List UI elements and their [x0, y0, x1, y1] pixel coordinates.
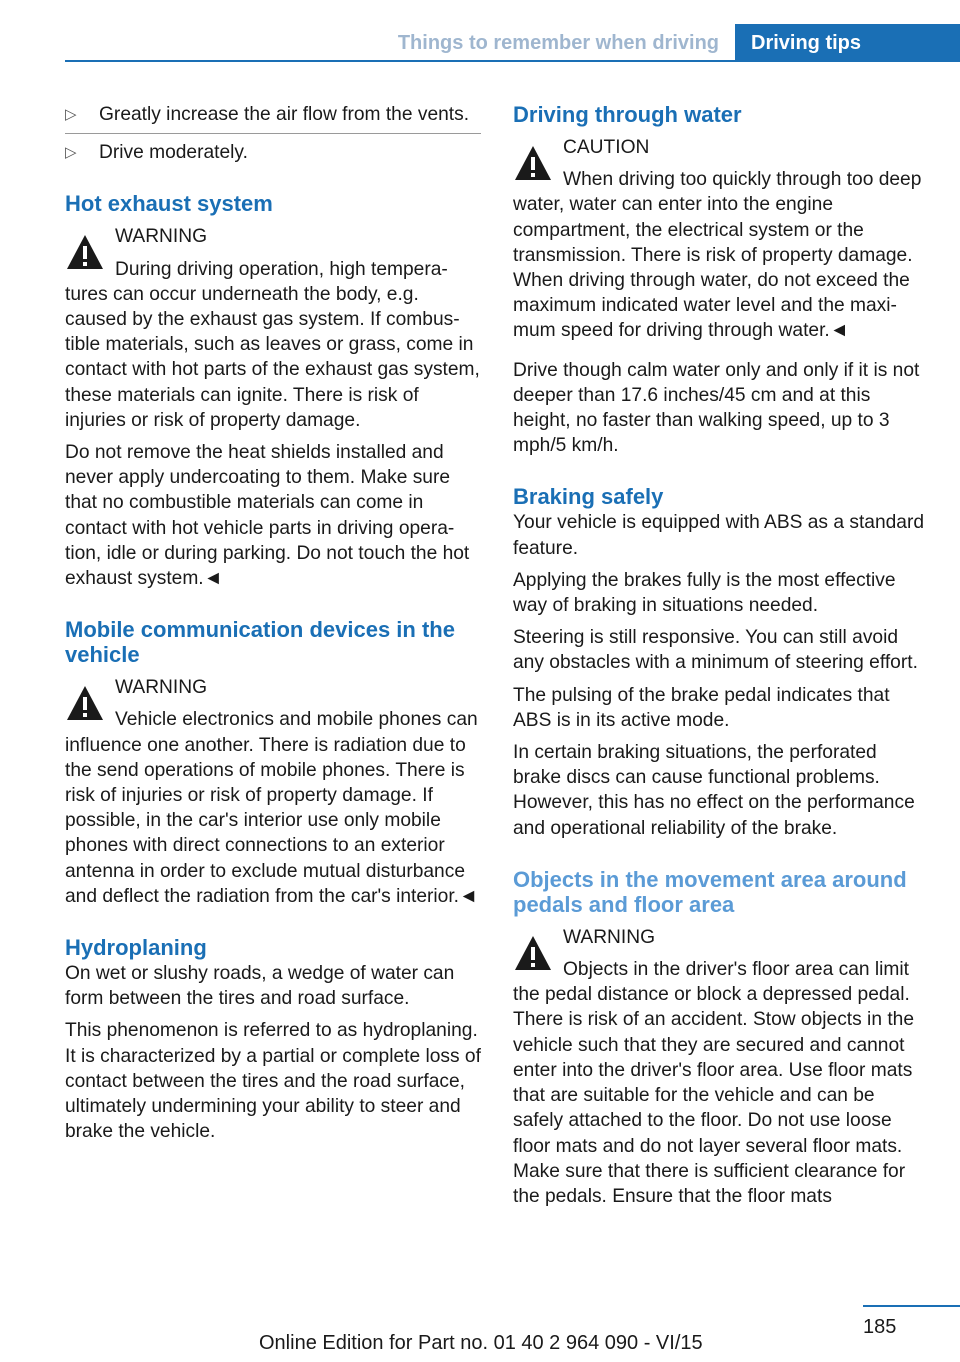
warning-triangle-icon — [65, 683, 105, 723]
caution-block — [513, 135, 929, 344]
caution-label: CAUTION — [563, 137, 650, 158]
warning-text: Objects in the driver's floor area can limit the pedal distance or block a depressed pedal. There is risk of an accident. Stow objects in the vehicle such that they are secured and cannot enter into the driver's floor area. Use floor mats that are suitable for the vehicle and can be safely attached to the floor. Do not use loose floor mats and do not layer several floor mats. Make sure that there is sufficient clearance for the pedals. Ensure that the floor mats — [513, 959, 914, 1207]
paragraph: The pulsing of the brake pedal indicates that ABS is in its active mode. — [513, 684, 890, 731]
section-title: Things to remember when driving — [397, 32, 719, 54]
warning-block — [65, 675, 481, 909]
footer-rule — [863, 1305, 960, 1307]
chapter-tab: Driving tips — [735, 24, 960, 62]
warning-block — [513, 925, 929, 1209]
warning-text: During driving operation, high temperatures can occur underneath the body, e.g. caused by the exhaust gas system. If combustible materials, such as leaves or grass, come in contact with hot parts of the exhaust gas system, these materials can ignite. There is risk of injuries or risk of property damage. — [65, 258, 480, 431]
heading-hydroplaning: Hydroplaning — [65, 935, 207, 961]
paragraph: Drive though calm water only and only if it is not deeper than 17.6 inches/45 cm and at this height, no faster than walking speed, up to 3 mph/5 km/h. — [513, 359, 920, 457]
warning-label: WARNING — [563, 926, 656, 948]
paragraph: In certain braking situations, the perforated brake discs can cause functional problems. However, this has no effect on the performance and operational reliability of the brake. — [513, 742, 915, 839]
paragraph: Applying the brakes fully is the most effective way of braking in situations needed. — [513, 569, 896, 617]
heading-objects-pedals: Objects in the movement area around pedals and floor area — [513, 866, 907, 917]
paragraph: Do not remove the heat shields installed and never apply undercoating to them. Make sure that no combustible materials can come in contact with hot vehicle parts in driving operation, idle or during parking. Do not touch the hot exhaust system.◄ — [65, 442, 470, 590]
heading-mobile-devices: Mobile communication devices in the vehicle — [65, 617, 455, 668]
warning-triangle-icon — [65, 232, 105, 272]
heading-hot-exhaust: Hot exhaust system — [65, 191, 273, 217]
paragraph: This phenomenon is referred to as hydroplaning. It is characterized by a partial or complete loss of contact between the tires and the road surface, ultimately undermining your ability to steer and brake the vehicle. — [65, 1020, 481, 1143]
page-header — [65, 24, 960, 62]
warning-label: WARNING — [115, 677, 208, 699]
warning-triangle-icon — [513, 933, 553, 973]
list-item — [65, 102, 481, 134]
paragraph: Steering is still responsive. You can still avoid any obstacles with a minimum of steering effort. — [513, 627, 918, 674]
list-item-text: Greatly increase the air flow from the vents. — [99, 104, 470, 125]
right-column — [513, 102, 929, 1216]
edition-text: Online Edition for Part no. 01 40 2 964 090 - VI/15 — [259, 1332, 703, 1354]
warning-block — [65, 224, 481, 433]
bullet-triangle-icon: ▷ — [65, 106, 77, 123]
list-item-text: Drive moderately. — [99, 142, 248, 164]
paragraph: Your vehicle is equipped with ABS as a standard feature. — [513, 512, 925, 559]
left-column — [65, 102, 481, 1152]
paragraph: On wet or slushy roads, a wedge of water can form between the tires and road surface. — [65, 963, 455, 1010]
heading-driving-through-water: Driving through water — [513, 102, 742, 127]
warning-label: WARNING — [115, 226, 208, 248]
bullet-triangle-icon: ▷ — [65, 144, 77, 162]
list-item — [65, 140, 481, 165]
page-number: 185 — [863, 1316, 897, 1338]
caution-text: When driving too quickly through too deep water, water can enter into the engine compartment, the electrical system or the transmission. There is risk of property damage. When driving through water, do not exceed the maximum indicated water level and the maximum speed for driving through water.◄ — [513, 169, 922, 342]
heading-braking-safely: Braking safely — [513, 484, 664, 510]
warning-triangle-icon — [513, 143, 553, 183]
warning-text: Vehicle electronics and mobile phones can influence one another. There is radiation due to the send operations of mobile phones. There is risk of injuries or risk of property damage. If possible, in the car's interior use only mobile phones with direct connections to an exterior antenna in order to exclude mutual disturbance and deflect the radiation from the car's interior.◄ — [65, 709, 479, 907]
